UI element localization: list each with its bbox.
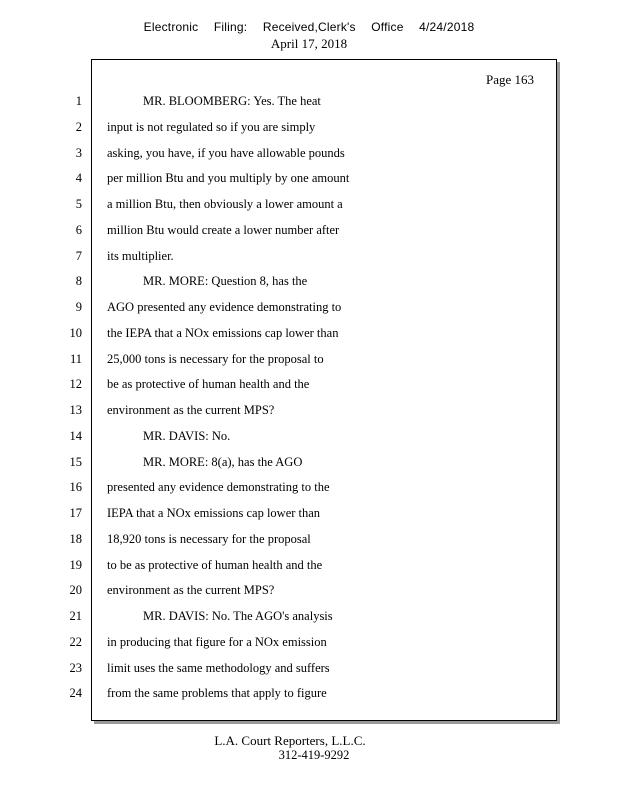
transcript-line: be as protective of human health and the: [107, 377, 310, 391]
line-number: 8: [75, 274, 82, 288]
filing-stamp-received: Received,Clerk's: [262, 20, 356, 34]
transcript-line: AGO presented any evidence demonstrating to: [107, 300, 342, 314]
transcript-line: MR. BLOOMBERG: Yes. The heat: [143, 94, 321, 108]
reporter-company: L.A. Court Reporters, L.L.C.: [214, 733, 366, 748]
line-number: 10: [69, 326, 82, 340]
transcript-line: from the same problems that apply to figure: [107, 686, 327, 700]
transcript-line: limit uses the same methodology and suffers: [107, 661, 330, 675]
line-number: 18: [69, 532, 82, 546]
transcript-line: million Btu would create a lower number after: [107, 223, 340, 237]
line-number: 20: [69, 583, 82, 597]
line-number: 13: [69, 403, 82, 417]
transcript-line: in producing that figure for a NOx emission: [107, 635, 327, 649]
transcript-line: MR. MORE: 8(a), has the AGO: [143, 455, 303, 469]
transcript-line: to be as protective of human health and the: [107, 558, 323, 572]
line-number: 23: [69, 661, 82, 675]
filing-stamp-date: 4/24/2018: [419, 20, 475, 34]
transcript-line: MR. DAVIS: No.: [143, 429, 231, 443]
transcript-line: IEPA that a NOx emissions cap lower than: [107, 506, 321, 520]
line-number: 16: [69, 480, 82, 494]
page-number: Page 163: [485, 72, 534, 87]
transcript-line: per million Btu and you multiply by one amount: [107, 171, 350, 185]
line-number: 14: [69, 429, 82, 443]
transcript-line: a million Btu, then obviously a lower amount a: [107, 197, 343, 211]
line-number: 19: [69, 558, 82, 572]
line-number: 12: [69, 377, 82, 391]
line-number: 9: [75, 300, 82, 314]
line-number: 7: [75, 249, 82, 263]
line-number: 3: [75, 146, 82, 160]
filing-stamp-office: Office: [371, 20, 404, 34]
filing-stamp-filing: Filing:: [213, 20, 248, 34]
line-number: 24: [69, 686, 82, 700]
filing-stamp-electronic: Electronic: [143, 20, 199, 34]
transcript-line: input is not regulated so if you are simply: [107, 120, 316, 134]
line-number: 22: [69, 635, 82, 649]
transcript-line: the IEPA that a NOx emissions cap lower than: [107, 326, 339, 340]
transcript-line: 18,920 tons is necessary for the proposal: [107, 532, 311, 546]
hearing-date: April 17, 2018: [270, 36, 348, 51]
transcript-line: 25,000 tons is necessary for the proposal to: [107, 352, 324, 366]
line-number: 2: [75, 120, 82, 134]
line-number: 17: [69, 506, 82, 520]
reporter-phone: 312-419-9292: [278, 748, 350, 762]
line-number: 11: [69, 352, 82, 366]
filing-stamp: [0, 20, 618, 34]
line-number: 1: [75, 94, 82, 108]
transcript-line: presented any evidence demonstrating to the: [107, 480, 330, 494]
transcript-line: asking, you have, if you have allowable pounds: [107, 146, 345, 160]
line-number: 4: [75, 171, 82, 185]
line-number: 15: [69, 455, 82, 469]
transcript-line: MR. DAVIS: No. The AGO's analysis: [143, 609, 333, 623]
transcript-line: MR. MORE: Question 8, has the: [143, 274, 308, 288]
line-number: 21: [69, 609, 82, 623]
transcript-line: environment as the current MPS?: [107, 583, 275, 597]
transcript-line: its multiplier.: [107, 249, 174, 263]
transcript-line: environment as the current MPS?: [107, 403, 275, 417]
line-number: 5: [75, 197, 82, 211]
line-number: 6: [75, 223, 82, 237]
